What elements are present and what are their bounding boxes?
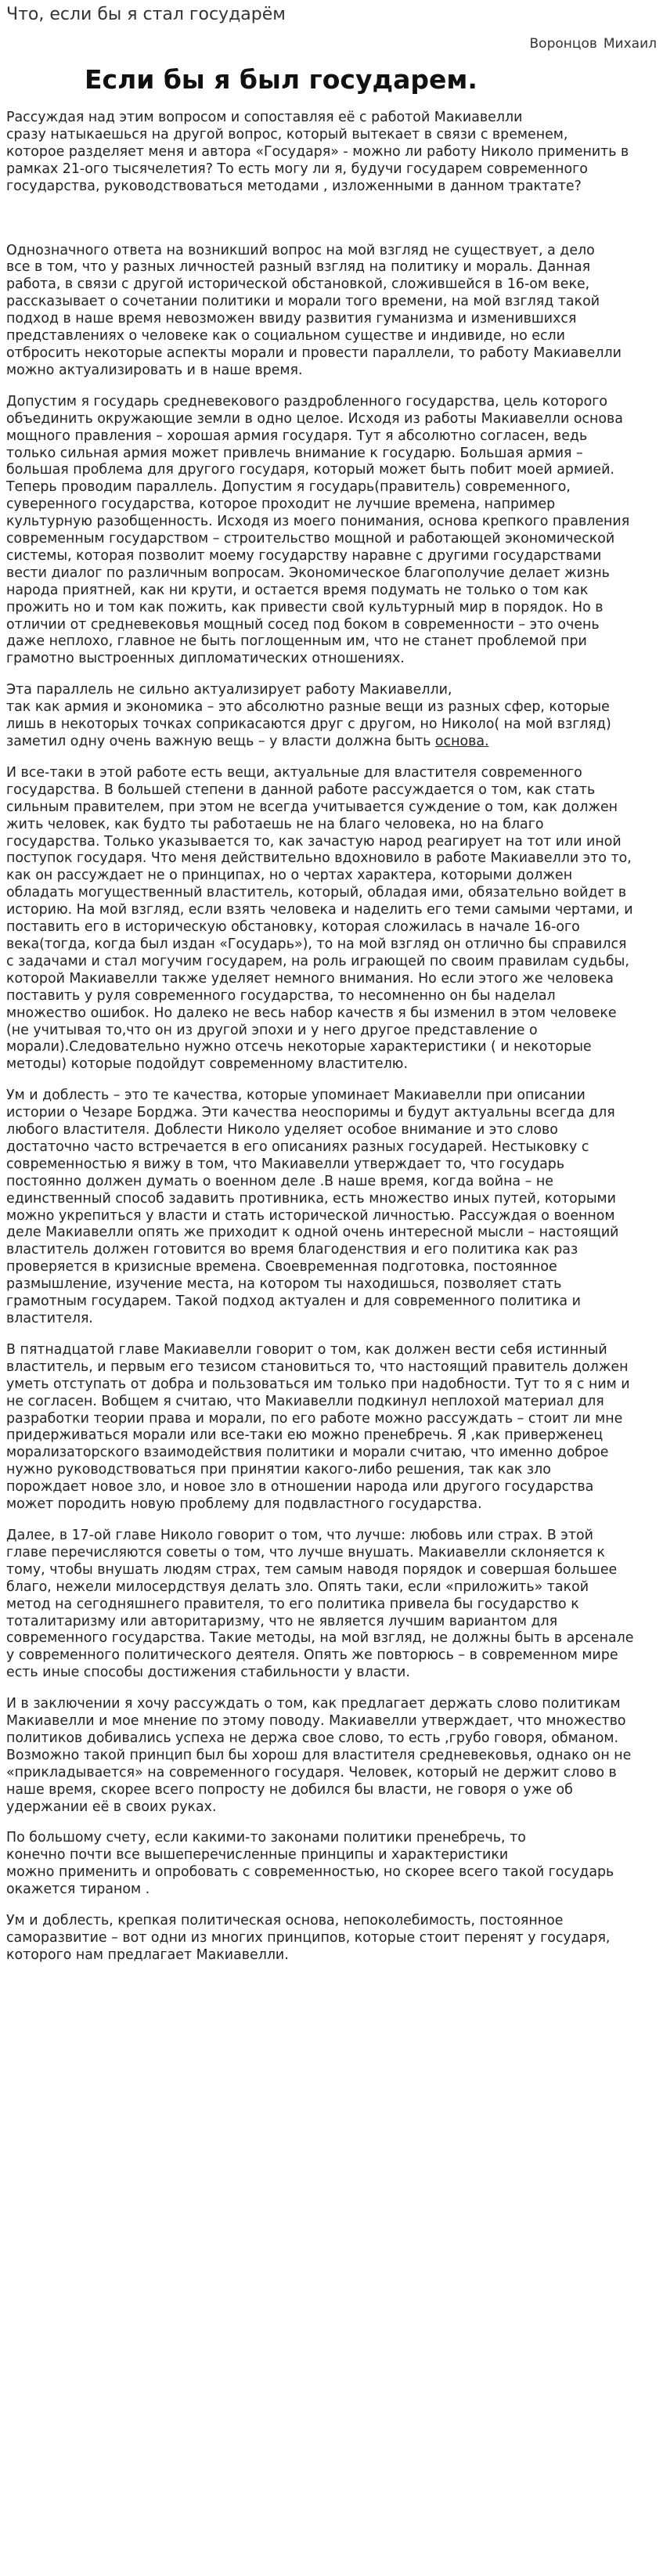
- essay-paragraph: Ум и доблесть, крепкая политическая основа, непоколебимость, постоянное саморазвитие – вот одни из многих принципов, которые стоит перенят у государя, которого нам предлагает Макиавелли.: [6, 1913, 611, 1963]
- essay-paragraph: Ум и доблесть – это те качества, которые упоминает Макиавелли при описании истории о Чезаре Борджа. Эти качества неоспоримы и будут актуальны всегда для любого властителя. Доблести Николо уделяет особое внимание и это слово достаточно часто встречается в его описаниях разных государей. Нестыковку с современностью я вижу в том, что Макиавелли утверждает то, что государь постоянно должен думать о военном деле .В наше время, когда война – не единственный способ задавить противника, есть множество иных путей, которыми можно укрепиться у власти и стать исторической личностью. Рассуждая о военном деле Макиавелли опять же приходит к одной очень интересной мысли – настоящий властитель должен готовится во время благоденствия и его политика как раз проверяется в кризисные времена. Своевременная подготовка, постоянное размышление, изучение места, на котором ты находишься, позволяет стать грамотным государем. Такой подход актуален и для современного политика и властителя.: [6, 1088, 619, 1326]
- essay-paragraph: И все-таки в этой работе есть вещи, актуальные для властителя современного государства. В большей степени в данной работе рассуждается о том, как стать сильным правителем, при этом не всегда учитывается суждение о том, как должен жить человек, как будто ты работаешь не на благо человека, но на благо государства. Только указывается то, как зачастую народ реагирует на тот или иной поступок государя. Что меня действительно вдохновило в работе Макиавелли это то, как он рассуждает не о принципах, но о чертах характера, которыми должен обладать могущественный властитель, который, обладая ими, обязательно войдет в историю. На мой взгляд, если взять человека и наделить его теми самыми чертами, и поставить его в историческую обстановку, которая сложилась в начале 16-ого века(тогда, когда был издан «Государь»), то на мой взгляд он отлично бы справился с задачами и стал могучим государем, на роль играющей по своим правилам судьбы, которой Макиавелли также уделяет немного внимания. Но если этого же человека поставить у руля современного государства, то несомненно он бы наделал множество ошибок. Но далеко не весь набор качеств я бы изменил в этом человеке (не учитывая то,что он из другой эпохи и у него другое представление о морали).Следовательно нужно отсечь некоторые характеристики ( и некоторые методы) которые подойдут современному властителю.: [6, 764, 633, 1073]
- essay-paragraph: И в заключении я хочу рассуждать о том, как предлагает держать слово политикам Макиавелли и мое мнение по этому поводу. Макиавелли утверждает, что множество политиков добивались успеха не держа свое слово, то есть ,грубо говоря, обманом. Возможно такой принцип был бы хорош для властителя средневековья, однако он не «прикладывается» на современного государя. Человек, который не держит слово в наше время, скорее всего попросту не добился бы власти, не говоря о уже об удержании её в своих руках.: [6, 1696, 632, 1815]
- essay-paragraph: Однозначного ответа на возникший вопрос на мой взгляд не существует, а дело все в том, что у разных личностей разный взгляд на политику и мораль. Данная работа, в связи с другой исторической обстановкой, сложившейся в 16-ом веке, рассказывает о сочетании политики и морали того времени, на мой взгляд такой подход в наше время невозможен ввиду развития гуманизма и изменившихся представлениях о человеке как о социальном существе и индивиде, но если отбросить некоторые аспекты морали и провести параллели, то работу Макиавелли можно актуализировать и в наше время.: [6, 242, 622, 378]
- essay-paragraph: Допустим я государь средневекового раздробленного государства, цель которого объединить окружающие земли в одно целое. Исходя из работы Макиавелли основа мощного правления – хорошая армия государя. Тут я абсолютно согласен, ведь только сильная армия может привлечь внимание к государю. Большая армия – большая проблема для другого государя, который может быть побит моей армией. Теперь проводим параллель. Допустим я государь(правитель) современного, суверенного государства, которое проходит не лучшие времена, например культурную разобщенность. Исходя из моего понимания, основа крепкого правления современным государством – строительство мощной и работающей экономической системы, которая позволит моему государству наравне с другими государствами вести диалог по различным вопросам. Экономическое благополучие делает жизнь народа приятней, как ни крути, и остается время подумать не только о том как прожить но и том как пожить, как привести свой культурный мир в порядок. Но в отличии от средневековья мощный сосед под боком в современности – это очень даже неплохо, главное не быть поглощенным им, что не станет проблемой при грамотно выстроенных дипломатических отношениях.: [6, 393, 630, 667]
- essay-paragraph: Рассуждая над этим вопросом и сопоставляя её с работой Макиавелли сразу натыкаешься на другой вопрос, который вытекает в связи с временем, которое разделяет меня и автора «Государя» - можно ли работу Николо применить в рамках 21-ого тысячелетия? То есть могу ли я, будучи государем современного государства, руководствоваться методами , изложенными в данном трактате?: [6, 110, 629, 194]
- author-name: [530, 36, 657, 52]
- paragraph-text: Эта параллель не сильно актуализирует работу Макиавелли, так как армия и экономика – это абсолютно разные вещи из разных сфер, которые лишь в некоторых точках соприкасаются друг с другом, но Николо( на мой взгляд) заметил одну очень важную вещь – у власти должна быть: [6, 682, 611, 749]
- essay-title: [85, 64, 477, 95]
- essay-title-text: Если бы я был государем: [85, 64, 468, 95]
- essay-body: [6, 110, 653, 1979]
- page-title: Что, если бы я стал государём: [6, 5, 286, 24]
- author-last-name: Воронцов: [529, 36, 597, 52]
- author-first-name: Михаил: [603, 36, 657, 52]
- underlined-word: основа.: [434, 734, 489, 749]
- essay-paragraph: В пятнадцатой главе Макиавелли говорит о том, как должен вести себя истинный властитель, и первым его тезисом становиться то, что настоящий правитель должен уметь отступать от добра и пользоваться им только при надобности. Тут то я с ним и не согласен. Вобщем я считаю, что Макиавелли подкинул неплохой материал для разработки теории права и морали, по его работе можно рассуждать – стоит ли мне придерживаться морали или все-таки ею можно пренебречь. Я ,как приверженец морализаторского взаимодействия политики и морали считаю, что именно доброе нужно руководствоваться при принятии какого-либо решения, так как зло порождает новое зло, и новое зло в отношении народа или другого государства может породить новую проблему для подвластного государства.: [6, 1341, 630, 1513]
- essay-title-period: .: [467, 64, 477, 95]
- essay-paragraph: [6, 682, 653, 751]
- essay-paragraph: Далее, в 17-ой главе Николо говорит о том, что лучше: любовь или страх. В этой главе перечисляются советы о том, что лучше внушать. Макиавелли склоняется к тому, чтобы внушать людям страх, тем самым наводя порядок и совершая большее благо, нежели милосердствуя делать зло. Опять таки, если «приложить» такой метод на сегодняшнего правителя, то его политика привела бы государство к тоталитаризму или авторитаризму, что не является лучшим вариантом для современного государства. Такие методы, на мой взгляд, не должны быть в арсенале у современного политического деятеля. Опять же повторюсь – в современном мире есть иные способы достижения стабильности у власти.: [6, 1527, 634, 1681]
- essay-paragraph: По большому счету, если какими-то законами политики пренебречь, то конечно почти все вышеперечисленные принципы и характеристики можно применить и опробовать с современностью, но скорее всего такой государь окажется тираном .: [6, 1830, 614, 1898]
